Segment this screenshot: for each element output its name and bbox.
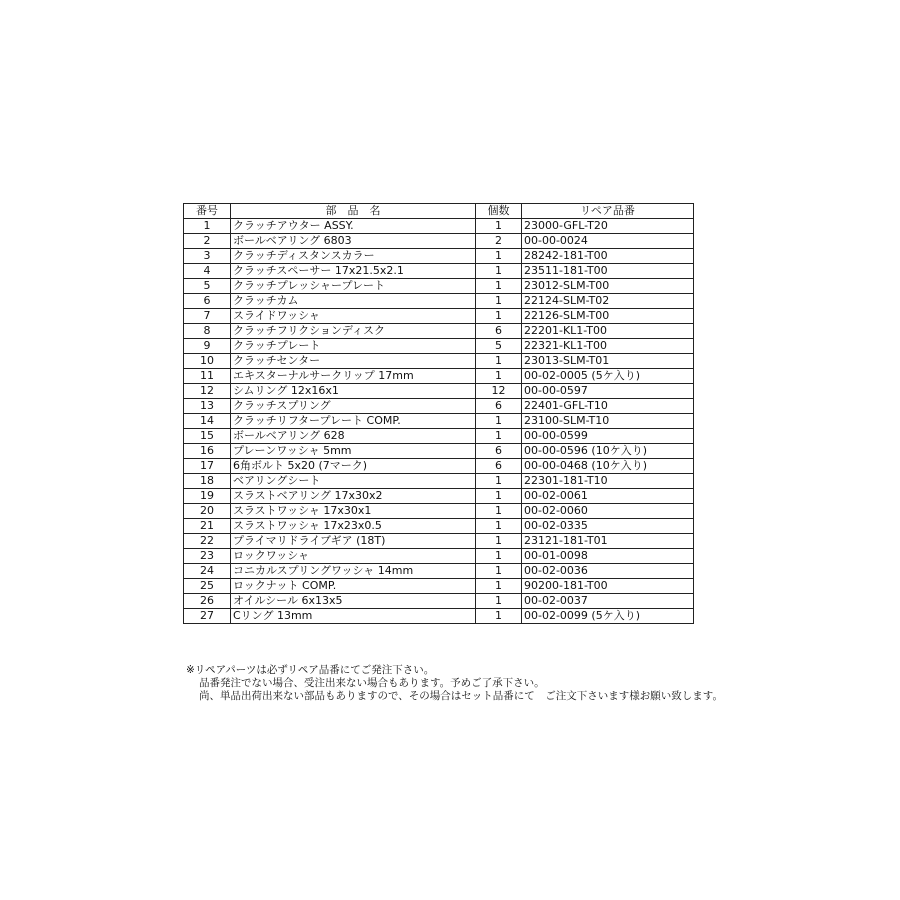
cell-repair-number: 00-02-0036 bbox=[522, 564, 694, 579]
cell-no: 15 bbox=[184, 429, 231, 444]
cell-no: 5 bbox=[184, 279, 231, 294]
cell-repair-number: 00-02-0335 bbox=[522, 519, 694, 534]
table-row bbox=[184, 219, 694, 234]
table-row bbox=[184, 579, 694, 594]
cell-no: 23 bbox=[184, 549, 231, 564]
cell-repair-number: 22124-SLM-T02 bbox=[522, 294, 694, 309]
cell-repair-number: 00-02-0061 bbox=[522, 489, 694, 504]
cell-quantity: 1 bbox=[476, 414, 522, 429]
table-row bbox=[184, 414, 694, 429]
cell-quantity: 1 bbox=[476, 369, 522, 384]
cell-no: 21 bbox=[184, 519, 231, 534]
cell-quantity: 1 bbox=[476, 504, 522, 519]
table-row bbox=[184, 324, 694, 339]
table-row bbox=[184, 384, 694, 399]
cell-quantity: 1 bbox=[476, 249, 522, 264]
cell-part-name: クラッチプレート bbox=[231, 339, 476, 354]
cell-no: 26 bbox=[184, 594, 231, 609]
cell-repair-number: 00-02-0060 bbox=[522, 504, 694, 519]
table-row bbox=[184, 354, 694, 369]
cell-repair-number: 22401-GFL-T10 bbox=[522, 399, 694, 414]
cell-repair-number: 23000-GFL-T20 bbox=[522, 219, 694, 234]
cell-repair-number: 22126-SLM-T00 bbox=[522, 309, 694, 324]
cell-part-name: コニカルスプリングワッシャ 14mm bbox=[231, 564, 476, 579]
cell-quantity: 1 bbox=[476, 549, 522, 564]
cell-quantity: 6 bbox=[476, 399, 522, 414]
cell-repair-number: 00-00-0597 bbox=[522, 384, 694, 399]
cell-repair-number: 28242-181-T00 bbox=[522, 249, 694, 264]
cell-no: 6 bbox=[184, 294, 231, 309]
cell-part-name: プレーンワッシャ 5mm bbox=[231, 444, 476, 459]
cell-quantity: 1 bbox=[476, 579, 522, 594]
cell-part-name: ロックナット COMP. bbox=[231, 579, 476, 594]
header-no: 番号 bbox=[184, 204, 231, 219]
table-row bbox=[184, 399, 694, 414]
cell-part-name: オイルシール 6x13x5 bbox=[231, 594, 476, 609]
table-row bbox=[184, 474, 694, 489]
cell-no: 10 bbox=[184, 354, 231, 369]
note-line: ※リペアパーツは必ずリペア品番にてご発注下さい。 bbox=[186, 664, 435, 676]
table-row bbox=[184, 279, 694, 294]
cell-quantity: 6 bbox=[476, 324, 522, 339]
table-row bbox=[184, 534, 694, 549]
cell-part-name: エキスターナルサークリップ 17mm bbox=[231, 369, 476, 384]
cell-repair-number: 23121-181-T01 bbox=[522, 534, 694, 549]
cell-repair-number: 00-00-0599 bbox=[522, 429, 694, 444]
table-row bbox=[184, 549, 694, 564]
table-row bbox=[184, 249, 694, 264]
cell-quantity: 1 bbox=[476, 519, 522, 534]
cell-repair-number: 23013-SLM-T01 bbox=[522, 354, 694, 369]
cell-quantity: 1 bbox=[476, 279, 522, 294]
table-row bbox=[184, 609, 694, 624]
cell-repair-number: 00-02-0037 bbox=[522, 594, 694, 609]
cell-repair-number: 00-01-0098 bbox=[522, 549, 694, 564]
cell-part-name: スラストワッシャ 17x30x1 bbox=[231, 504, 476, 519]
note-line: 尚、単品出荷出来ない部品もありますので、その場合はセット品番にて ご注文下さいます様お願い致します。 bbox=[199, 690, 723, 702]
cell-quantity: 1 bbox=[476, 594, 522, 609]
cell-quantity: 1 bbox=[476, 534, 522, 549]
cell-part-name: ベアリングシート bbox=[231, 474, 476, 489]
cell-part-name: シムリング 12x16x1 bbox=[231, 384, 476, 399]
cell-repair-number: 00-00-0468 (10ケ入り) bbox=[522, 459, 694, 474]
cell-repair-number: 23100-SLM-T10 bbox=[522, 414, 694, 429]
cell-repair-number: 22301-181-T10 bbox=[522, 474, 694, 489]
cell-no: 27 bbox=[184, 609, 231, 624]
cell-no: 17 bbox=[184, 459, 231, 474]
cell-repair-number: 00-02-0005 (5ケ入り) bbox=[522, 369, 694, 384]
table-row bbox=[184, 234, 694, 249]
table-row bbox=[184, 429, 694, 444]
cell-part-name: クラッチディスタンスカラー bbox=[231, 249, 476, 264]
header-quantity: 個数 bbox=[476, 204, 522, 219]
table-body bbox=[184, 219, 694, 624]
table-row bbox=[184, 594, 694, 609]
cell-part-name: ロックワッシャ bbox=[231, 549, 476, 564]
table-row bbox=[184, 369, 694, 384]
cell-no: 16 bbox=[184, 444, 231, 459]
cell-no: 2 bbox=[184, 234, 231, 249]
cell-part-name: クラッチリフタープレート COMP. bbox=[231, 414, 476, 429]
cell-no: 25 bbox=[184, 579, 231, 594]
table-row bbox=[184, 294, 694, 309]
cell-no: 3 bbox=[184, 249, 231, 264]
cell-part-name: 6角ボルト 5x20 (7マーク) bbox=[231, 459, 476, 474]
cell-part-name: クラッチフリクションディスク bbox=[231, 324, 476, 339]
cell-no: 7 bbox=[184, 309, 231, 324]
cell-part-name: ボールベアリング 6803 bbox=[231, 234, 476, 249]
cell-no: 18 bbox=[184, 474, 231, 489]
cell-no: 11 bbox=[184, 369, 231, 384]
cell-part-name: クラッチカム bbox=[231, 294, 476, 309]
cell-repair-number: 22201-KL1-T00 bbox=[522, 324, 694, 339]
cell-repair-number: 00-02-0099 (5ケ入り) bbox=[522, 609, 694, 624]
cell-quantity: 1 bbox=[476, 354, 522, 369]
table-row bbox=[184, 444, 694, 459]
table-row bbox=[184, 459, 694, 474]
cell-quantity: 1 bbox=[476, 309, 522, 324]
cell-part-name: クラッチスプリング bbox=[231, 399, 476, 414]
cell-quantity: 1 bbox=[476, 294, 522, 309]
header-part-name: 部 品 名 bbox=[231, 204, 476, 219]
cell-quantity: 1 bbox=[476, 474, 522, 489]
cell-no: 22 bbox=[184, 534, 231, 549]
cell-part-name: ボールベアリング 628 bbox=[231, 429, 476, 444]
cell-part-name: スライドワッシャ bbox=[231, 309, 476, 324]
cell-part-name: クラッチセンター bbox=[231, 354, 476, 369]
cell-quantity: 1 bbox=[476, 564, 522, 579]
table-row bbox=[184, 309, 694, 324]
table-row bbox=[184, 519, 694, 534]
cell-repair-number: 23012-SLM-T00 bbox=[522, 279, 694, 294]
cell-repair-number: 22321-KL1-T00 bbox=[522, 339, 694, 354]
cell-quantity: 2 bbox=[476, 234, 522, 249]
cell-quantity: 1 bbox=[476, 609, 522, 624]
table-row bbox=[184, 339, 694, 354]
cell-quantity: 6 bbox=[476, 459, 522, 474]
cell-quantity: 6 bbox=[476, 444, 522, 459]
cell-part-name: クラッチスペーサー 17x21.5x2.1 bbox=[231, 264, 476, 279]
cell-no: 4 bbox=[184, 264, 231, 279]
table-row bbox=[184, 504, 694, 519]
cell-repair-number: 23511-181-T00 bbox=[522, 264, 694, 279]
cell-no: 14 bbox=[184, 414, 231, 429]
cell-repair-number: 00-00-0596 (10ケ入り) bbox=[522, 444, 694, 459]
table-header-row bbox=[184, 204, 694, 219]
cell-quantity: 1 bbox=[476, 429, 522, 444]
cell-no: 24 bbox=[184, 564, 231, 579]
cell-part-name: プライマリドライブギア (18T) bbox=[231, 534, 476, 549]
cell-no: 8 bbox=[184, 324, 231, 339]
cell-quantity: 1 bbox=[476, 219, 522, 234]
cell-no: 13 bbox=[184, 399, 231, 414]
notes bbox=[186, 664, 746, 703]
parts-table bbox=[183, 203, 694, 624]
cell-part-name: スラストベアリング 17x30x2 bbox=[231, 489, 476, 504]
cell-no: 1 bbox=[184, 219, 231, 234]
cell-no: 20 bbox=[184, 504, 231, 519]
cell-quantity: 1 bbox=[476, 489, 522, 504]
table-row bbox=[184, 264, 694, 279]
cell-quantity: 12 bbox=[476, 384, 522, 399]
cell-part-name: クラッチアウター ASSY. bbox=[231, 219, 476, 234]
cell-repair-number: 90200-181-T00 bbox=[522, 579, 694, 594]
cell-part-name: スラストワッシャ 17x23x0.5 bbox=[231, 519, 476, 534]
cell-quantity: 1 bbox=[476, 264, 522, 279]
cell-no: 9 bbox=[184, 339, 231, 354]
table-row bbox=[184, 564, 694, 579]
cell-no: 19 bbox=[184, 489, 231, 504]
cell-no: 12 bbox=[184, 384, 231, 399]
header-repair-number: リペア品番 bbox=[522, 204, 694, 219]
note-line: 品番発注でない場合、受注出来ない場合もあります。予めご了承下さい。 bbox=[199, 677, 545, 689]
cell-part-name: Cリング 13mm bbox=[231, 609, 476, 624]
cell-part-name: クラッチプレッシャープレート bbox=[231, 279, 476, 294]
cell-repair-number: 00-00-0024 bbox=[522, 234, 694, 249]
table-row bbox=[184, 489, 694, 504]
cell-quantity: 5 bbox=[476, 339, 522, 354]
